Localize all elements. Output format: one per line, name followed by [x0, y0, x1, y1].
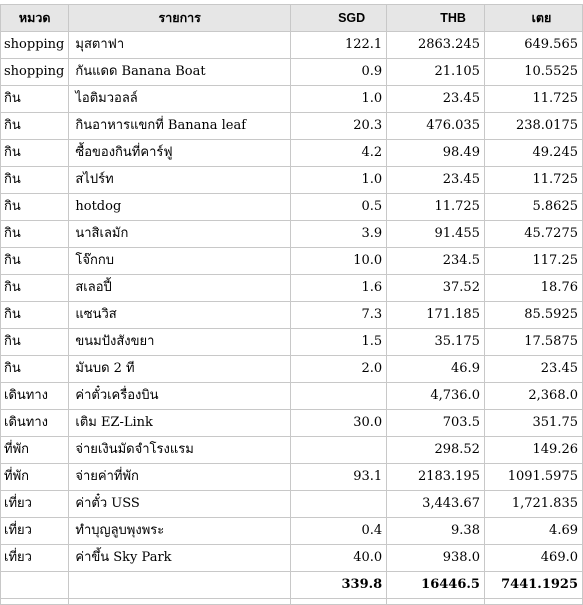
- blank-cell[interactable]: [484, 599, 582, 605]
- table-row: [1, 329, 583, 356]
- category-cell[interactable]: กิน: [1, 221, 69, 248]
- thb-cell[interactable]: 476.035: [387, 113, 485, 140]
- totals-row: [1, 572, 583, 599]
- item-cell[interactable]: จ่ายเงินมัดจำโรงแรม: [69, 437, 291, 464]
- thb-cell[interactable]: 171.185: [387, 302, 485, 329]
- item-cell[interactable]: แซนวิส: [69, 302, 291, 329]
- item-cell[interactable]: นาสิเลมัก: [69, 221, 291, 248]
- table-body: [1, 32, 583, 605]
- share-cell[interactable]: 11.725: [484, 86, 582, 113]
- header-item[interactable]: รายการ: [69, 5, 291, 32]
- category-cell[interactable]: กิน: [1, 140, 69, 167]
- category-cell[interactable]: ที่พัก: [1, 464, 69, 491]
- item-cell[interactable]: เติม EZ-Link: [69, 410, 291, 437]
- share-cell[interactable]: 1,721.835: [484, 491, 582, 518]
- item-cell[interactable]: ค่าขึ้น Sky Park: [69, 545, 291, 572]
- thb-cell[interactable]: 23.45: [387, 86, 485, 113]
- category-cell[interactable]: เดินทาง: [1, 383, 69, 410]
- share-cell[interactable]: 351.75: [484, 410, 582, 437]
- thb-cell[interactable]: 4,736.0: [387, 383, 485, 410]
- sgd-cell[interactable]: 30.0: [291, 410, 387, 437]
- table-row: [1, 221, 583, 248]
- expense-table: [0, 4, 583, 605]
- table-row: [1, 167, 583, 194]
- item-cell[interactable]: ค่าตั๋วเครื่องบิน: [69, 383, 291, 410]
- sgd-cell[interactable]: 1.0: [291, 167, 387, 194]
- sgd-cell[interactable]: 2.0: [291, 356, 387, 383]
- table-row: [1, 59, 583, 86]
- category-cell[interactable]: กิน: [1, 86, 69, 113]
- blank-cell[interactable]: [387, 599, 485, 605]
- table-row: [1, 518, 583, 545]
- item-cell[interactable]: ไอติมวอลล์: [69, 86, 291, 113]
- total-sgd-cell[interactable]: 339.8: [291, 572, 387, 599]
- share-cell[interactable]: 117.25: [484, 248, 582, 275]
- item-cell[interactable]: กันแดด Banana Boat: [69, 59, 291, 86]
- thb-cell[interactable]: 11.725: [387, 194, 485, 221]
- thb-cell[interactable]: 98.49: [387, 140, 485, 167]
- category-cell[interactable]: กิน: [1, 275, 69, 302]
- sgd-cell[interactable]: 1.6: [291, 275, 387, 302]
- header-thb[interactable]: THB: [387, 5, 485, 32]
- sgd-cell[interactable]: 10.0: [291, 248, 387, 275]
- thb-cell[interactable]: 3,443.67: [387, 491, 485, 518]
- share-cell[interactable]: 49.245: [484, 140, 582, 167]
- thb-cell[interactable]: 9.38: [387, 518, 485, 545]
- sgd-cell[interactable]: [291, 437, 387, 464]
- category-cell[interactable]: ที่พัก: [1, 437, 69, 464]
- thb-cell[interactable]: 35.175: [387, 329, 485, 356]
- sgd-cell[interactable]: 7.3: [291, 302, 387, 329]
- totals-category-cell[interactable]: [1, 572, 69, 599]
- item-cell[interactable]: สไปร์ท: [69, 167, 291, 194]
- header-category[interactable]: หมวด: [1, 5, 69, 32]
- item-cell[interactable]: ค่าตั๋ว USS: [69, 491, 291, 518]
- category-cell[interactable]: กิน: [1, 302, 69, 329]
- sgd-cell[interactable]: 4.2: [291, 140, 387, 167]
- sgd-cell[interactable]: 0.9: [291, 59, 387, 86]
- share-cell[interactable]: 10.5525: [484, 59, 582, 86]
- category-cell[interactable]: เที่ยว: [1, 491, 69, 518]
- share-cell[interactable]: 11.725: [484, 167, 582, 194]
- sgd-cell[interactable]: 40.0: [291, 545, 387, 572]
- thb-cell[interactable]: 938.0: [387, 545, 485, 572]
- share-cell[interactable]: 2,368.0: [484, 383, 582, 410]
- sgd-cell[interactable]: 1.0: [291, 86, 387, 113]
- item-cell[interactable]: จ่ายค่าที่พัก: [69, 464, 291, 491]
- table-row: [1, 248, 583, 275]
- share-cell[interactable]: 4.69: [484, 518, 582, 545]
- share-cell[interactable]: 85.5925: [484, 302, 582, 329]
- share-cell[interactable]: 5.8625: [484, 194, 582, 221]
- table-row: [1, 113, 583, 140]
- sgd-cell[interactable]: 3.9: [291, 221, 387, 248]
- header-share[interactable]: เตย: [484, 5, 582, 32]
- category-cell[interactable]: กิน: [1, 167, 69, 194]
- table-row: [1, 302, 583, 329]
- share-cell[interactable]: 1091.5975: [484, 464, 582, 491]
- item-cell[interactable]: มุสตาฟา: [69, 32, 291, 59]
- category-cell[interactable]: เที่ยว: [1, 545, 69, 572]
- thb-cell[interactable]: 703.5: [387, 410, 485, 437]
- thb-cell[interactable]: 234.5: [387, 248, 485, 275]
- share-cell[interactable]: 18.76: [484, 275, 582, 302]
- table-row: [1, 464, 583, 491]
- item-cell[interactable]: โจ๊กกบ: [69, 248, 291, 275]
- category-cell[interactable]: กิน: [1, 113, 69, 140]
- thb-cell[interactable]: 2183.195: [387, 464, 485, 491]
- item-cell[interactable]: กินอาหารแขกที่ Banana leaf: [69, 113, 291, 140]
- category-cell[interactable]: กิน: [1, 329, 69, 356]
- table-row: [1, 86, 583, 113]
- blank-cell[interactable]: [1, 599, 69, 605]
- table-row: [1, 410, 583, 437]
- thb-cell[interactable]: 2863.245: [387, 32, 485, 59]
- header-row: [1, 5, 583, 32]
- sgd-cell[interactable]: 93.1: [291, 464, 387, 491]
- share-cell[interactable]: 238.0175: [484, 113, 582, 140]
- table-row: [1, 383, 583, 410]
- sgd-cell[interactable]: 0.5: [291, 194, 387, 221]
- total-thb-cell[interactable]: 16446.5: [387, 572, 485, 599]
- item-cell[interactable]: ซื้อของกินที่คาร์ฟู: [69, 140, 291, 167]
- sgd-cell[interactable]: [291, 383, 387, 410]
- category-cell[interactable]: กิน: [1, 356, 69, 383]
- item-cell[interactable]: hotdog: [69, 194, 291, 221]
- category-cell[interactable]: shopping: [1, 32, 69, 59]
- table-row: [1, 437, 583, 464]
- table-row: [1, 32, 583, 59]
- sgd-cell[interactable]: 20.3: [291, 113, 387, 140]
- table-row: [1, 194, 583, 221]
- total-share-cell[interactable]: 7441.1925: [484, 572, 582, 599]
- share-cell[interactable]: 45.7275: [484, 221, 582, 248]
- share-cell[interactable]: 469.0: [484, 545, 582, 572]
- thb-cell[interactable]: 23.45: [387, 167, 485, 194]
- item-cell[interactable]: ทำบุญลูบพุงพระ: [69, 518, 291, 545]
- category-cell[interactable]: เดินทาง: [1, 410, 69, 437]
- thb-cell[interactable]: 46.9: [387, 356, 485, 383]
- blank-cell[interactable]: [291, 599, 387, 605]
- sgd-cell[interactable]: [291, 491, 387, 518]
- thb-cell[interactable]: 37.52: [387, 275, 485, 302]
- table-row: [1, 491, 583, 518]
- category-cell[interactable]: กิน: [1, 248, 69, 275]
- category-cell[interactable]: เที่ยว: [1, 518, 69, 545]
- sgd-cell[interactable]: 1.5: [291, 329, 387, 356]
- share-cell[interactable]: 23.45: [484, 356, 582, 383]
- table-row: [1, 356, 583, 383]
- item-cell[interactable]: มันบด 2 ที: [69, 356, 291, 383]
- sgd-cell[interactable]: 122.1: [291, 32, 387, 59]
- category-cell[interactable]: กิน: [1, 194, 69, 221]
- thb-cell[interactable]: 21.105: [387, 59, 485, 86]
- blank-cell[interactable]: [69, 599, 291, 605]
- table-row: [1, 140, 583, 167]
- share-cell[interactable]: 149.26: [484, 437, 582, 464]
- table-row: [1, 275, 583, 302]
- totals-item-cell[interactable]: [69, 572, 291, 599]
- item-cell[interactable]: ขนมปังสังขยา: [69, 329, 291, 356]
- category-cell[interactable]: shopping: [1, 59, 69, 86]
- item-cell[interactable]: สเลอปี้: [69, 275, 291, 302]
- thb-cell[interactable]: 91.455: [387, 221, 485, 248]
- sgd-cell[interactable]: 0.4: [291, 518, 387, 545]
- thb-cell[interactable]: 298.52: [387, 437, 485, 464]
- table-row: [1, 545, 583, 572]
- share-cell[interactable]: 17.5875: [484, 329, 582, 356]
- blank-row: [1, 599, 583, 605]
- header-sgd[interactable]: SGD: [291, 5, 387, 32]
- share-cell[interactable]: 649.565: [484, 32, 582, 59]
